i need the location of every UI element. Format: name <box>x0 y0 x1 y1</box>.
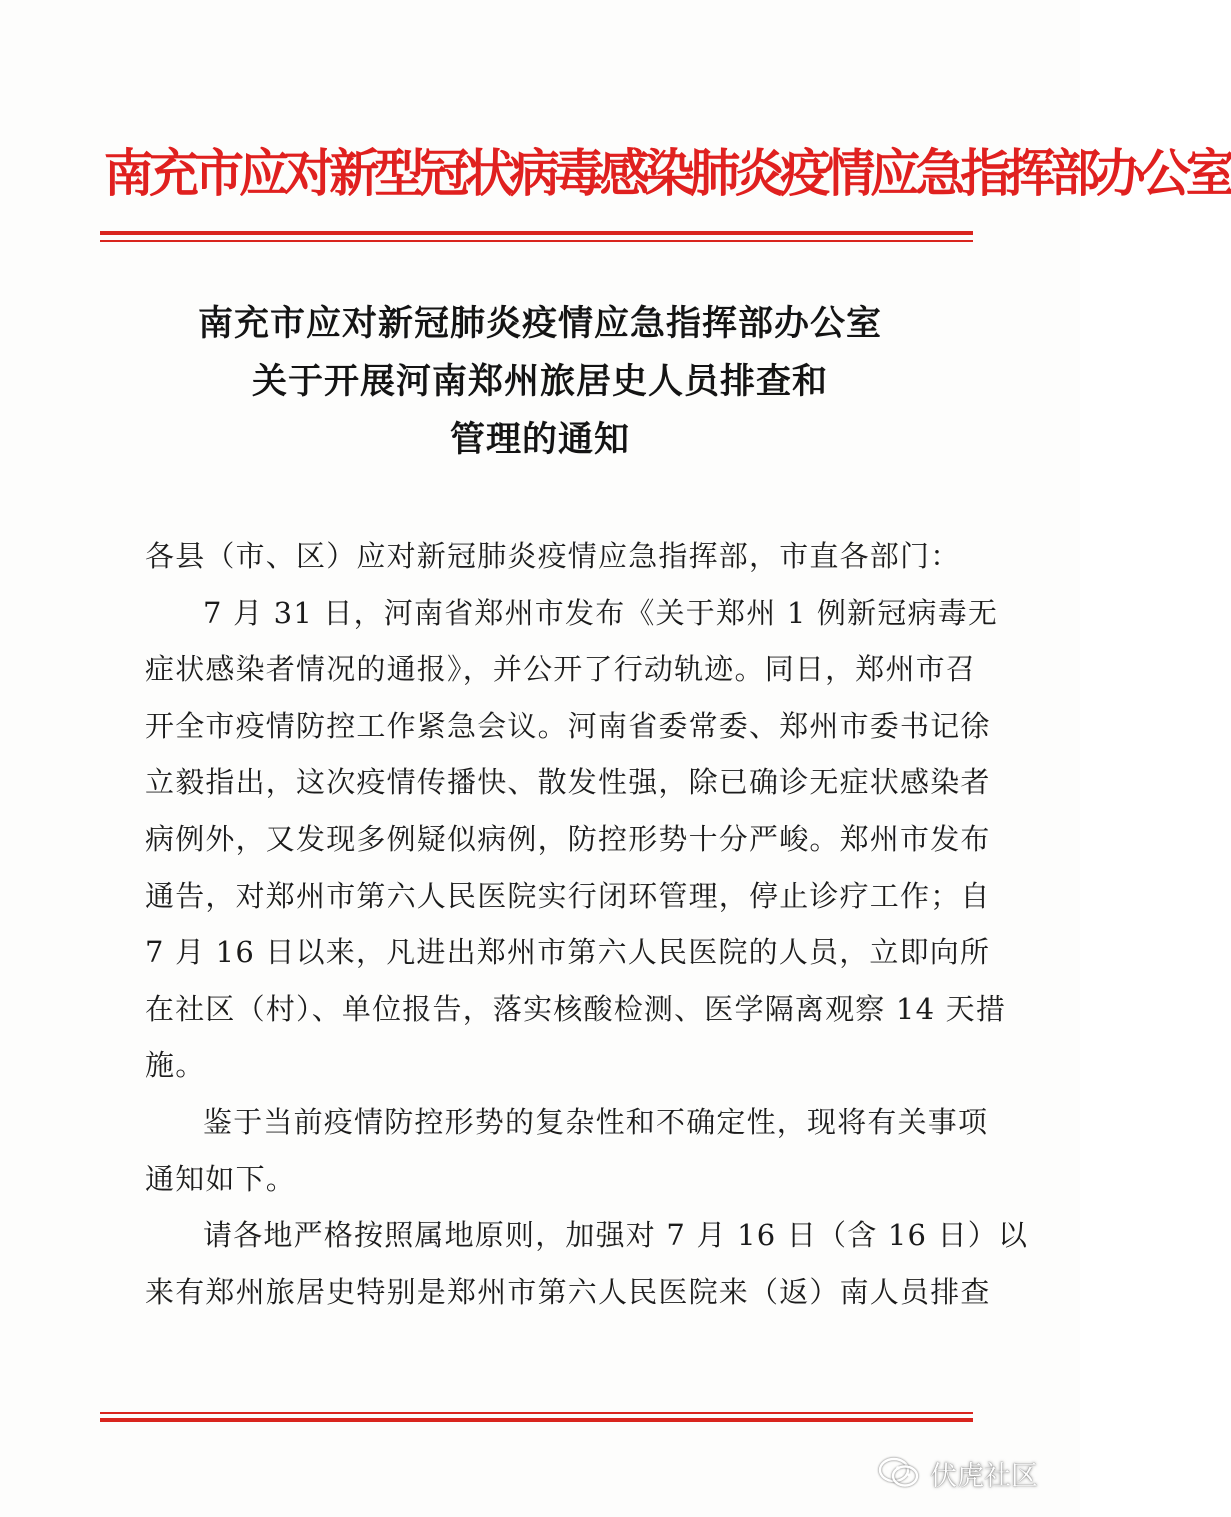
salutation-line: 各县（市、区）应对新冠肺炎疫情应急指挥部，市直各部门： <box>145 539 961 573</box>
watermark-text: 伏虎社区 <box>930 1460 1038 1492</box>
footer-rule-thin <box>100 1412 973 1414</box>
paragraph-1 <box>145 585 1007 1094</box>
masthead-rule-thick <box>100 231 973 235</box>
paragraph-2 <box>145 1094 989 1207</box>
salutation <box>145 528 961 585</box>
masthead-red-header: 南充市应对新型冠状病毒感染肺炎疫情应急指挥部办公室 <box>103 145 1231 204</box>
wechat-icon <box>878 1455 920 1491</box>
paragraph-line: 开全市疫情防控工作紧急会议。河南省委常委、郑州市委书记徐 <box>145 708 991 743</box>
document-body <box>145 528 1029 1320</box>
paragraph-line: 通知如下。 <box>145 1161 297 1196</box>
title-line-3: 管理的通知 <box>449 419 630 460</box>
paragraph-line: 立毅指出，这次疫情传播快、散发性强，除已确诊无症状感染者 <box>145 765 991 800</box>
paragraph-line: 病例外，又发现多例疑似病例，防控形势十分严峻。郑州市发布 <box>145 821 991 856</box>
paragraph-line: 请各地严格按照属地原则，加强对 7 月 16 日（含 16 日）以 <box>203 1218 1029 1253</box>
paragraph-line: 在社区（村）、单位报告，落实核酸检测、医学隔离观察 14 天措 <box>145 991 1007 1026</box>
paragraph-line: 通告，对郑州市第六人民医院实行闭环管理，停止诊疗工作；自 <box>145 878 991 913</box>
footer-rule-thick <box>100 1418 973 1422</box>
paragraph-line: 鉴于当前疫情防控形势的复杂性和不确定性，现将有关事项 <box>203 1104 989 1139</box>
paragraph-line: 7 月 16 日以来，凡进出郑州市第六人民医院的人员，立即向所 <box>145 935 991 970</box>
paragraph-line: 施。 <box>145 1048 206 1083</box>
watermark <box>878 1453 1038 1493</box>
title-line-1: 南充市应对新冠肺炎疫情应急指挥部办公室 <box>197 303 882 344</box>
paragraph-3 <box>145 1207 1029 1320</box>
paragraph-line: 症状感染者情况的通报》，并公开了行动轨迹。同日，郑州市召 <box>145 652 977 687</box>
masthead-rule-thin <box>100 240 973 242</box>
paragraph-line: 来有郑州旅居史特别是郑州市第六人民医院来（返）南人员排查 <box>145 1274 991 1309</box>
document-title <box>110 295 970 469</box>
title-line-2: 关于开展河南郑州旅居史人员排查和 <box>251 361 828 402</box>
paragraph-line: 7 月 31 日，河南省郑州市发布《关于郑州 1 例新冠病毒无 <box>203 595 999 630</box>
